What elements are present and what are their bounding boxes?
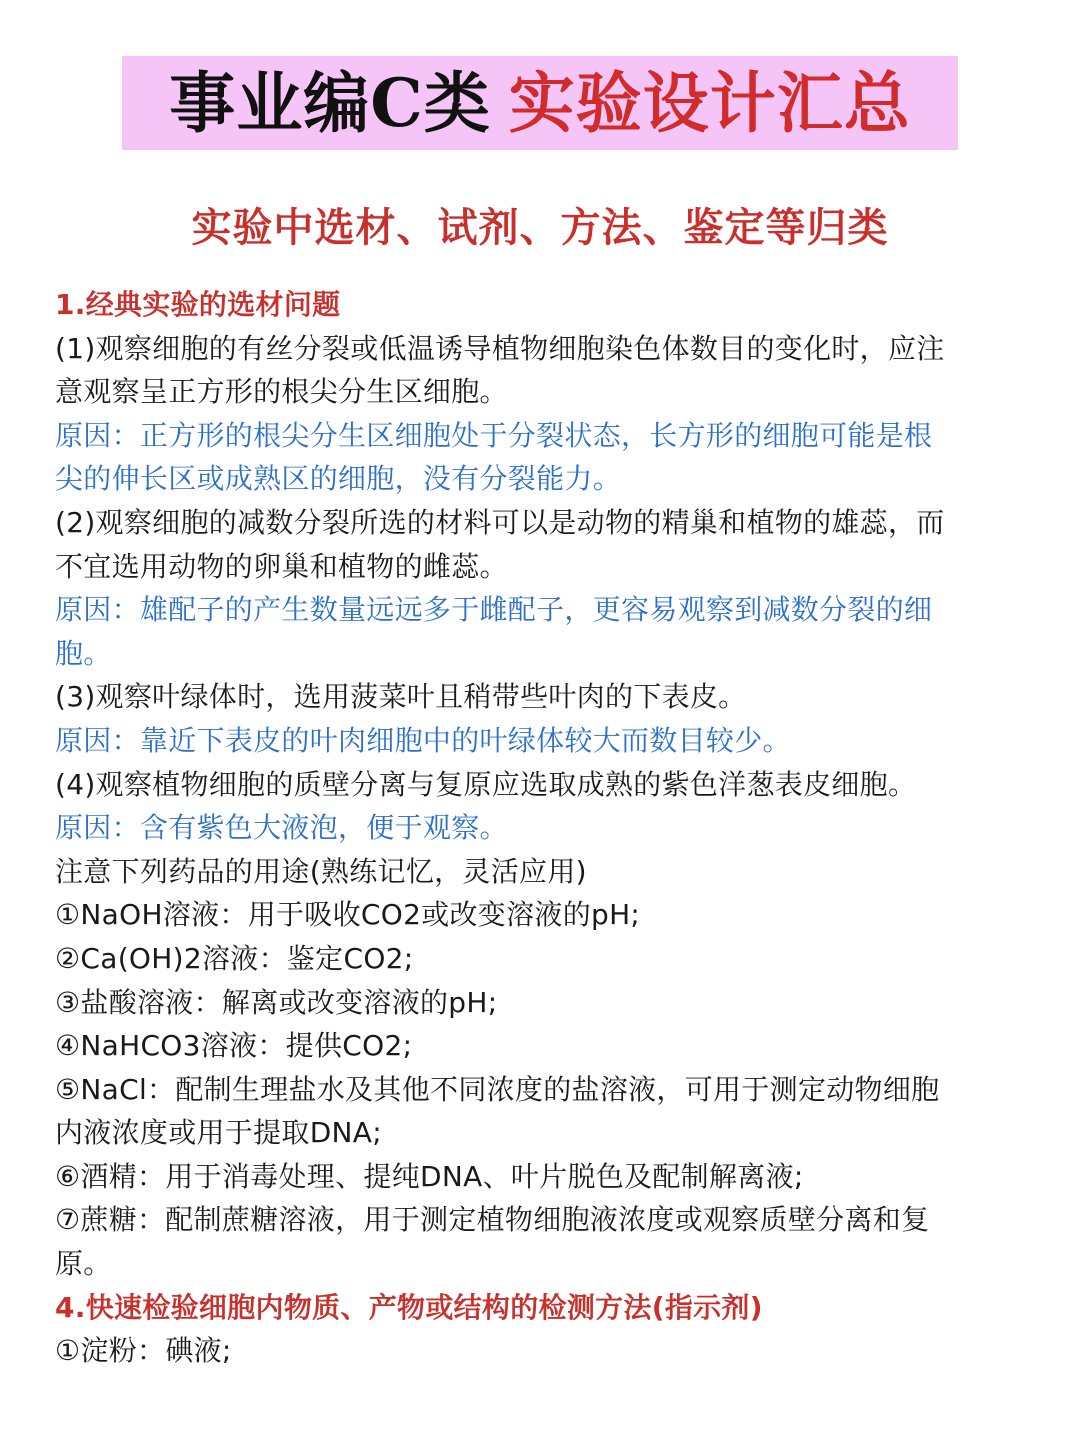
- text-line: ②Ca(OH)2溶液：鉴定CO2;: [55, 941, 414, 975]
- title-banner: [122, 56, 958, 150]
- text-line: ③盐酸溶液：解离或改变溶液的pH;: [55, 985, 498, 1019]
- section-heading: 1.经典实验的选材问题: [55, 288, 341, 321]
- text-line: (3)观察叶绿体时，选用菠菜叶且稍带些叶肉的下表皮。: [55, 680, 747, 714]
- text-line: 内液浓度或用于提取DNA;: [55, 1116, 382, 1150]
- reason-line: 原因：含有紫色大液泡，便于观察。: [55, 811, 508, 845]
- text-line: 注意下列药品的用途(熟练记忆，灵活应用): [55, 854, 587, 888]
- text-line: (2)观察细胞的减数分裂所选的材料可以是动物的精巢和植物的雄蕊，而: [55, 505, 945, 539]
- text-line: ④NaHCO3溶液：提供CO2;: [55, 1029, 413, 1063]
- text-line: ⑤NaCl：配制生理盐水及其他不同浓度的盐溶液，可用于测定动物细胞: [55, 1072, 940, 1106]
- section-heading: 4.快速检验细胞内物质、产物或结构的检测方法(指示剂): [55, 1290, 763, 1324]
- title-red-part: 实验设计汇总: [508, 64, 911, 142]
- reason-line: 原因：雄配子的产生数量远远多于雌配子，更容易观察到减数分裂的细: [55, 593, 933, 627]
- text-line: ⑦蔗糖：配制蔗糖溶液，用于测定植物细胞液浓度或观察质壁分离和复: [55, 1203, 930, 1237]
- title-black-part: 事业编C类: [169, 64, 491, 142]
- reason-line: 原因：靠近下表皮的叶肉细胞中的叶绿体较大而数目较少。: [55, 723, 791, 757]
- text-line: (1)观察细胞的有丝分裂或低温诱导植物细胞染色体数目的变化时，应注: [55, 331, 945, 365]
- text-line: 不宜选用动物的卵巢和植物的雌蕊。: [55, 549, 508, 583]
- subtitle: 实验中选材、试剂、方法、鉴定等归类: [191, 205, 889, 251]
- content-body: [55, 283, 1030, 1373]
- text-line: ⑥酒精：用于消毒处理、提纯DNA、叶片脱色及配制解离液;: [55, 1159, 804, 1193]
- text-line: ①NaOH溶液：用于吸收CO2或改变溶液的pH;: [55, 898, 641, 932]
- text-line: ①淀粉：碘液;: [55, 1334, 232, 1368]
- text-line: 原。: [55, 1247, 112, 1281]
- reason-line: 原因：正方形的根尖分生区细胞处于分裂状态，长方形的细胞可能是根: [55, 418, 933, 452]
- text-line: 意观察呈正方形的根尖分生区细胞。: [55, 375, 508, 409]
- reason-line: 尖的伸长区或成熟区的细胞，没有分裂能力。: [55, 462, 622, 496]
- text-line: (4)观察植物细胞的质壁分离与复原应选取成熟的紫色洋葱表皮细胞。: [55, 767, 917, 801]
- reason-line: 胞。: [55, 636, 112, 670]
